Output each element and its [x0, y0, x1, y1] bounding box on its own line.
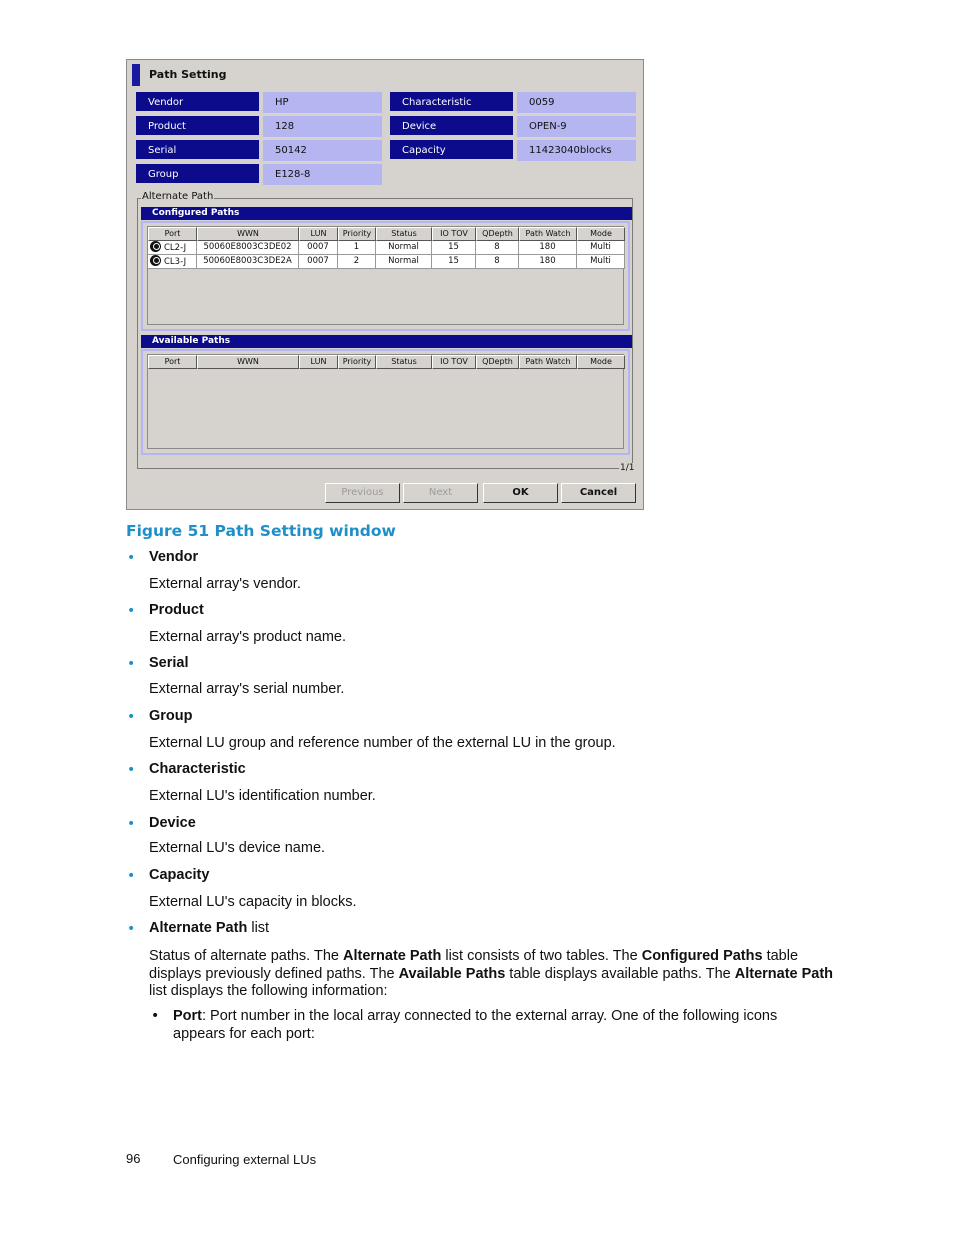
col-path-watch[interactable]: Path Watch [519, 227, 577, 241]
col-mode[interactable]: Mode [577, 227, 625, 241]
available-paths-header: Available Paths [141, 335, 632, 348]
device-value: OPEN-9 [517, 116, 636, 137]
col-wwn[interactable]: WWN [197, 355, 299, 369]
configured-paths-table[interactable] [141, 221, 630, 331]
path-setting-window [126, 59, 644, 510]
bullet-icon: • [127, 921, 136, 937]
page-number: 96 [126, 1151, 141, 1166]
col-status[interactable]: Status [376, 355, 432, 369]
term-product: Product [149, 602, 204, 618]
col-port[interactable]: Port [148, 355, 197, 369]
term-capacity: Capacity [149, 867, 210, 883]
col-priority[interactable]: Priority [338, 227, 376, 241]
ok-button[interactable]: OK [483, 483, 558, 503]
desc-port: Port: Port number in the local array connected to the external array. One of the following icons appears for each port: [173, 1008, 778, 1042]
bullet-icon: • [127, 656, 136, 672]
footer-section-title: Configuring external LUs [173, 1152, 317, 1167]
serial-label: Serial [135, 139, 260, 160]
term-characteristic: Characteristic [149, 761, 246, 777]
term-group: Group [149, 708, 193, 724]
characteristic-label: Characteristic [389, 91, 514, 112]
vendor-value: HP [263, 92, 382, 113]
device-label: Device [389, 115, 514, 136]
term-device: Device [149, 815, 196, 831]
next-button[interactable]: Next [403, 483, 478, 503]
port-status-icon [150, 241, 161, 252]
col-status[interactable]: Status [376, 227, 432, 241]
bullet-icon: • [127, 816, 136, 832]
page-indicator: 1/1 [620, 463, 635, 473]
term-serial: Serial [149, 655, 189, 671]
desc-group: External LU group and reference number of the external LU in the group. [149, 735, 616, 751]
col-mode[interactable]: Mode [577, 355, 625, 369]
col-io-tov[interactable]: IO TOV [432, 227, 476, 241]
available-paths-table[interactable] [141, 349, 630, 455]
alternate-path-label: Alternate Path [142, 191, 214, 202]
cancel-button[interactable]: Cancel [561, 483, 636, 503]
desc-alternate-path: Status of alternate paths. The Alternate Path list consists of two tables. The Configured Paths table displays previously defined paths. The Available Paths table displays available paths. The Alternate Path list displays the following information: [149, 948, 834, 999]
product-label: Product [135, 115, 260, 136]
configured-paths-header: Configured Paths [141, 207, 632, 220]
characteristic-value: 0059 [517, 92, 636, 113]
bullet-icon: • [127, 603, 136, 619]
col-qdepth[interactable]: QDepth [476, 227, 519, 241]
product-value: 128 [263, 116, 382, 137]
desc-product: External array's product name. [149, 629, 346, 645]
title-accent-bar [132, 64, 140, 86]
group-label: Group [135, 163, 260, 184]
col-lun[interactable]: LUN [299, 355, 338, 369]
bullet-icon: • [127, 762, 136, 778]
sub-bullet-icon: • [151, 1008, 160, 1024]
col-path-watch[interactable]: Path Watch [519, 355, 577, 369]
col-wwn[interactable]: WWN [197, 227, 299, 241]
table-row[interactable]: CL2-J 50060E8003C3DE02 0007 1 Normal 15 8 180 Multi [148, 241, 625, 255]
bullet-icon: • [127, 550, 136, 566]
configured-table-header [148, 227, 625, 241]
desc-capacity: External LU's capacity in blocks. [149, 894, 357, 910]
previous-button[interactable]: Previous [325, 483, 400, 503]
desc-device: External LU's device name. [149, 840, 326, 856]
window-title: Path Setting [149, 68, 227, 81]
serial-value: 50142 [263, 140, 382, 161]
col-priority[interactable]: Priority [338, 355, 376, 369]
bullet-icon: • [127, 868, 136, 884]
vendor-label: Vendor [135, 91, 260, 112]
bullet-icon: • [127, 709, 136, 725]
figure-caption: Figure 51 Path Setting window [126, 522, 396, 540]
port-status-icon [150, 255, 161, 266]
col-io-tov[interactable]: IO TOV [432, 355, 476, 369]
table-row[interactable]: CL3-J 50060E8003C3DE2A 0007 2 Normal 15 8 180 Multi [148, 255, 625, 269]
col-port[interactable]: Port [148, 227, 197, 241]
desc-characteristic: External LU's identification number. [149, 788, 376, 804]
group-value: E128-8 [263, 164, 382, 185]
col-qdepth[interactable]: QDepth [476, 355, 519, 369]
col-lun[interactable]: LUN [299, 227, 338, 241]
capacity-label: Capacity [389, 139, 514, 160]
available-table-header [148, 355, 625, 369]
term-alternate-path: Alternate Path list [149, 920, 270, 936]
desc-serial: External array's serial number. [149, 681, 345, 697]
capacity-value: 11423040blocks [517, 140, 636, 161]
window-title-bar [127, 60, 643, 88]
desc-vendor: External array's vendor. [149, 576, 301, 592]
term-vendor: Vendor [149, 549, 199, 565]
